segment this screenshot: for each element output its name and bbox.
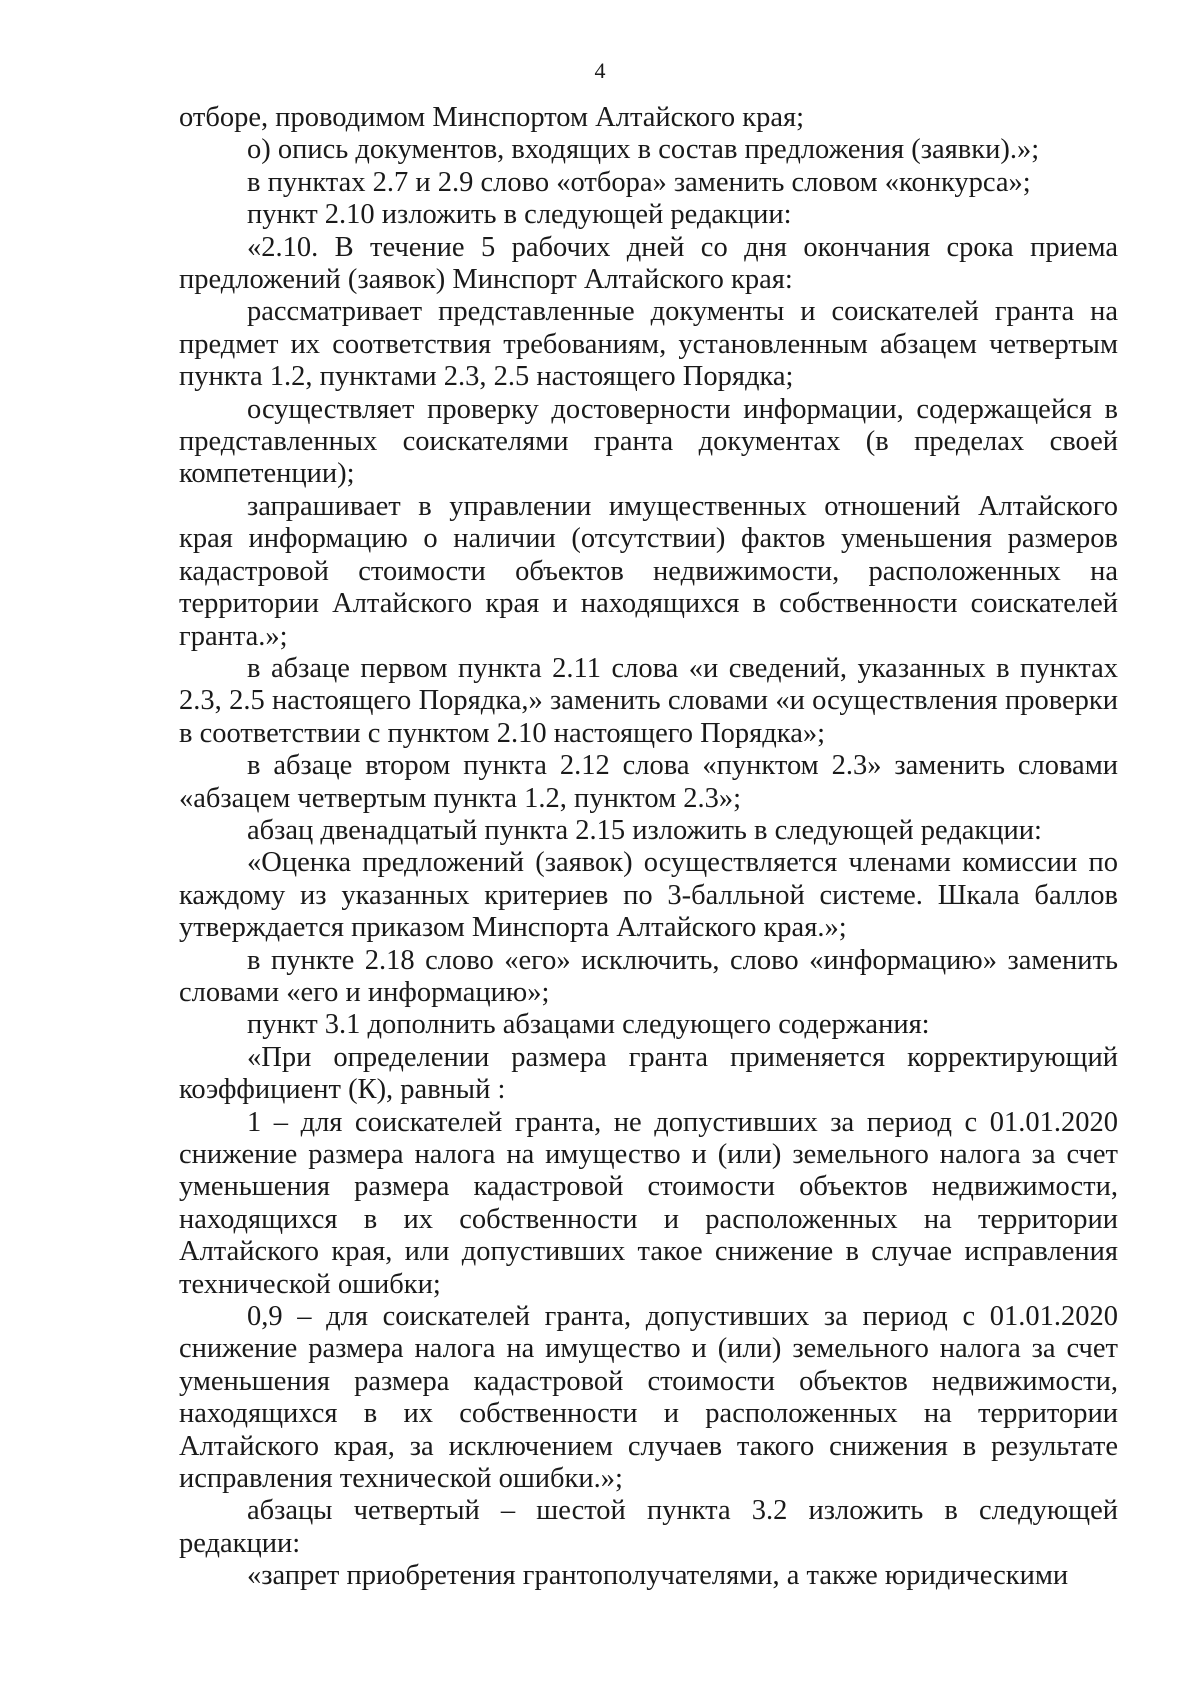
paragraph: 0,9 – для соискателей гранта, допустивших за период с 01.01.2020 снижение размера налога на имущество и (или) земельного налога за счет уменьшения размера кадастровой стоимости объектов недвижимости, находящихся в их собственности и расположенных на территории Алтайского края, за исключением случаев такого снижения в результате исправления технической ошибки.»; [179, 1301, 1118, 1495]
paragraph: «запрет приобретения грантополучателями, а также юридическими [247, 1560, 1069, 1592]
paragraph: «2.10. В течение 5 рабочих дней со дня окончания срока приема предложений (заявок) Минспорт Алтайского края: [179, 231, 1118, 296]
paragraph: о) опись документов, входящих в состав предложения (заявки).»; [247, 134, 1040, 166]
paragraph: запрашивает в управлении имущественных отношений Алтайского края информацию о наличии (отсутствии) фактов уменьшения размеров кадастровой стоимости объектов недвижимости, расположенных на территории Алтайского края и находящихся в собственности соискателей гранта.»; [179, 490, 1118, 652]
paragraph: отборе, проводимом Минспортом Алтайского края; [179, 102, 805, 133]
document-body [179, 102, 1118, 1593]
paragraph: пункт 3.1 дополнить абзацами следующего содержания: [247, 1009, 930, 1041]
paragraph: в абзаце втором пункта 2.12 слова «пунктом 2.3» заменить словами «абзацем четвертым пункта 1.2, пунктом 2.3»; [179, 750, 1118, 814]
page-number: 4 [594, 58, 606, 83]
paragraph: 1 – для соискателей гранта, не допустивших за период с 01.01.2020 снижение размера налога на имущество и (или) земельного налога за счет уменьшения размера кадастровой стоимости объектов недвижимости, находящихся в их собственности и расположенных на территории Алтайского края, или допустивших такое снижение в случае исправления технической ошибки; [179, 1106, 1118, 1300]
paragraph: рассматривает представленные документы и соискателей гранта на предмет их соответствия требованиям, установленным абзацем четвертым пункта 1.2, пунктами 2.3, 2.5 настоящего Порядка; [179, 296, 1118, 393]
paragraph: в абзаце первом пункта 2.11 слова «и сведений, указанных в пунктах 2.3, 2.5 настоящего Порядка,» заменить словами «и осуществления проверки в соответствии с пунктом 2.10 настоящего Порядка»; [179, 652, 1118, 749]
paragraph: пункт 2.10 изложить в следующей редакции: [247, 199, 792, 231]
paragraph: абзацы четвертый – шестой пункта 3.2 изложить в следующей редакции: [179, 1495, 1118, 1559]
paragraph: «Оценка предложений (заявок) осуществляется членами комиссии по каждому из указанных критериев по 3-балльной системе. Шкала баллов утверждается приказом Минспорта Алтайского края.»; [179, 847, 1118, 944]
paragraph: абзац двенадцатый пункта 2.15 изложить в следующей редакции: [247, 814, 1042, 846]
paragraph: «При определении размера гранта применяется корректирующий коэффициент (К), равный : [179, 1041, 1118, 1106]
paragraph: в пунктах 2.7 и 2.9 слово «отбора» заменить словом «конкурса»; [247, 166, 1031, 198]
paragraph: осуществляет проверку достоверности информации, содержащейся в представленных соискателями гранта документах (в пределах своей компетенции); [179, 393, 1118, 490]
paragraph: в пункте 2.18 слово «его» исключить, слово «информацию» заменить словами «его и информацию»; [179, 944, 1118, 1008]
